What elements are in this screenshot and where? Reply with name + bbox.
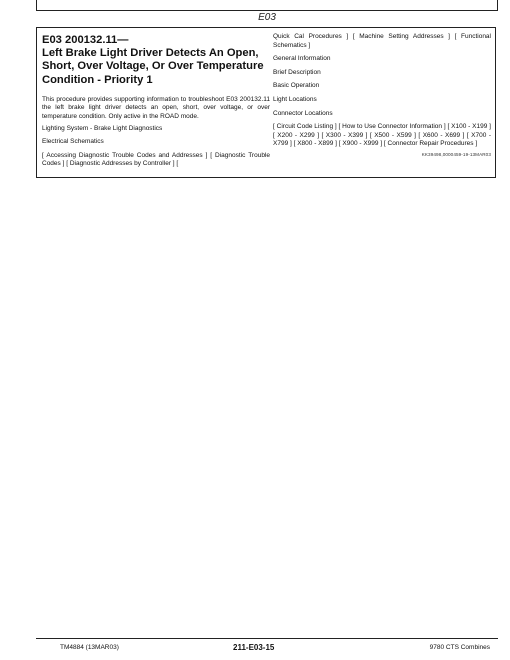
procedure-heading xyxy=(42,34,270,87)
procedure-box xyxy=(36,27,496,178)
header-rule xyxy=(36,10,498,11)
link-connector-locations[interactable]: Connector Locations xyxy=(273,109,333,117)
footer-page-number: 211-E03-15 xyxy=(233,643,275,652)
footer-product: 9780 CTS Combines xyxy=(429,644,490,651)
left-column xyxy=(42,34,270,172)
link-electrical-schematics[interactable]: Electrical Schematics xyxy=(42,138,104,146)
top-left-tick xyxy=(36,0,37,10)
footer-manual-id: TM4884 (13MAR03) xyxy=(60,644,119,651)
intro-paragraph: This procedure provides supporting information to troubleshoot E03 200132.11 the left brake light driver detects an open, short, over voltage, or over temperature condition. Only active in the ROAD mode. xyxy=(42,95,270,120)
link-light-locations[interactable]: Light Locations xyxy=(273,95,317,103)
heading-code: E03 200132.11— xyxy=(42,34,129,46)
top-right-tick xyxy=(497,0,498,10)
footer-rule xyxy=(36,638,498,639)
link-general-information[interactable]: General Information xyxy=(273,55,331,63)
heading-title: Left Brake Light Driver Detects An Open, Short, Over Voltage, Or Over Temperature Condition - Priority 1 xyxy=(42,47,264,86)
link-brief-description[interactable]: Brief Description xyxy=(273,68,321,76)
reference-tag: KK39498,0000459-19-13MAR03 xyxy=(421,151,491,157)
section-code: E03 xyxy=(258,12,276,23)
connector-reference-links[interactable]: [ Circuit Code Listing ] [ How to Use Connector Information ] [ X100 - X199 ] [ X200 - X299 ] [ X300 - X399 ] [ X500 - X599 ] [ X600 - X699 ] [ X700 - X799 ] [ X800 - X899 ] [ X900 - X999 ] [ Connector Repair Procedures ] xyxy=(273,123,491,148)
right-column xyxy=(273,33,491,157)
cross-reference-links[interactable]: [ Accessing Diagnostic Trouble Codes and Addresses ] [ Diagnostic Trouble Codes ] [ Diagnostic Addresses by Controller ] [ xyxy=(42,151,270,168)
link-basic-operation[interactable]: Basic Operation xyxy=(273,82,320,90)
cross-reference-links-continued[interactable]: Quick Cal Procedures ] [ Machine Setting Addresses ] [ Functional Schematics ] xyxy=(273,33,491,49)
link-brake-light-diagnostics[interactable]: Lighting System - Brake Light Diagnostics xyxy=(42,124,163,132)
